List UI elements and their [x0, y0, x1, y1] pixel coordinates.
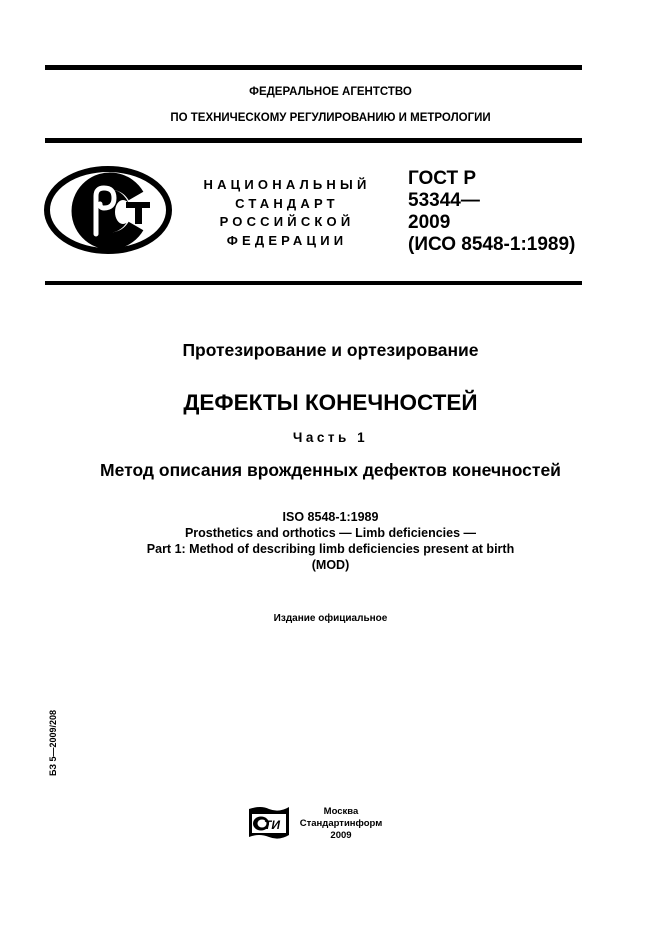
publisher-name: Стандартинформ: [299, 818, 383, 829]
rst-certification-mark-icon: [44, 166, 174, 256]
iso-line1: ISO 8548-1:1989: [282, 510, 379, 524]
iso-line3: Part 1: Method of describing limb deficiencies present at birth: [146, 542, 515, 556]
main-title: ДЕФЕКТЫ КОНЕЧНОСТЕЙ: [183, 390, 478, 415]
title-block-rule: [45, 281, 582, 285]
iso-original-block: [0, 509, 661, 573]
subtitle: Метод описания врожденных дефектов конечностей: [100, 460, 561, 480]
standard-type-line4: ФЕДЕРАЦИИ: [226, 232, 348, 248]
iso-line2: Prosthetics and orthotics — Limb deficiencies —: [184, 526, 477, 540]
part-label: Часть 1: [292, 430, 369, 445]
publisher-city: Москва: [323, 806, 359, 817]
top-rule: [45, 65, 582, 70]
standard-type-line3: РОССИЙСКОЙ: [219, 214, 355, 229]
standartinform-logo-icon: [247, 805, 291, 841]
designation-line2: 53344—: [408, 190, 480, 211]
iso-line4: (MOD): [311, 558, 350, 572]
agency-name-line2: ПО ТЕХНИЧЕСКОМУ РЕГУЛИРОВАНИЮ И МЕТРОЛОГИИ: [170, 112, 491, 124]
gost-designation: [408, 168, 575, 256]
side-code: БЗ 5—2009/208: [48, 709, 58, 776]
header-divider-rule: [45, 138, 582, 143]
designation-line3: 2009: [408, 212, 451, 233]
publisher-year: 2009: [330, 830, 352, 841]
standard-type-block: [192, 176, 382, 250]
standard-type-line1: НАЦИОНАЛЬНЫЙ: [203, 177, 371, 192]
designation-line4: (ИСО 8548-1:1989): [408, 234, 576, 255]
svg-text:ТИ: ТИ: [264, 818, 280, 832]
agency-name-line1: ФЕДЕРАЛЬНОЕ АГЕНТСТВО: [249, 86, 412, 98]
publisher-block: [296, 806, 386, 842]
designation-line1: ГОСТ Р: [408, 168, 477, 189]
edition-label: Издание официальное: [273, 613, 388, 624]
standard-type-line2: СТАНДАРТ: [235, 195, 339, 211]
subject-title: Протезирование и ортезирование: [182, 340, 479, 360]
